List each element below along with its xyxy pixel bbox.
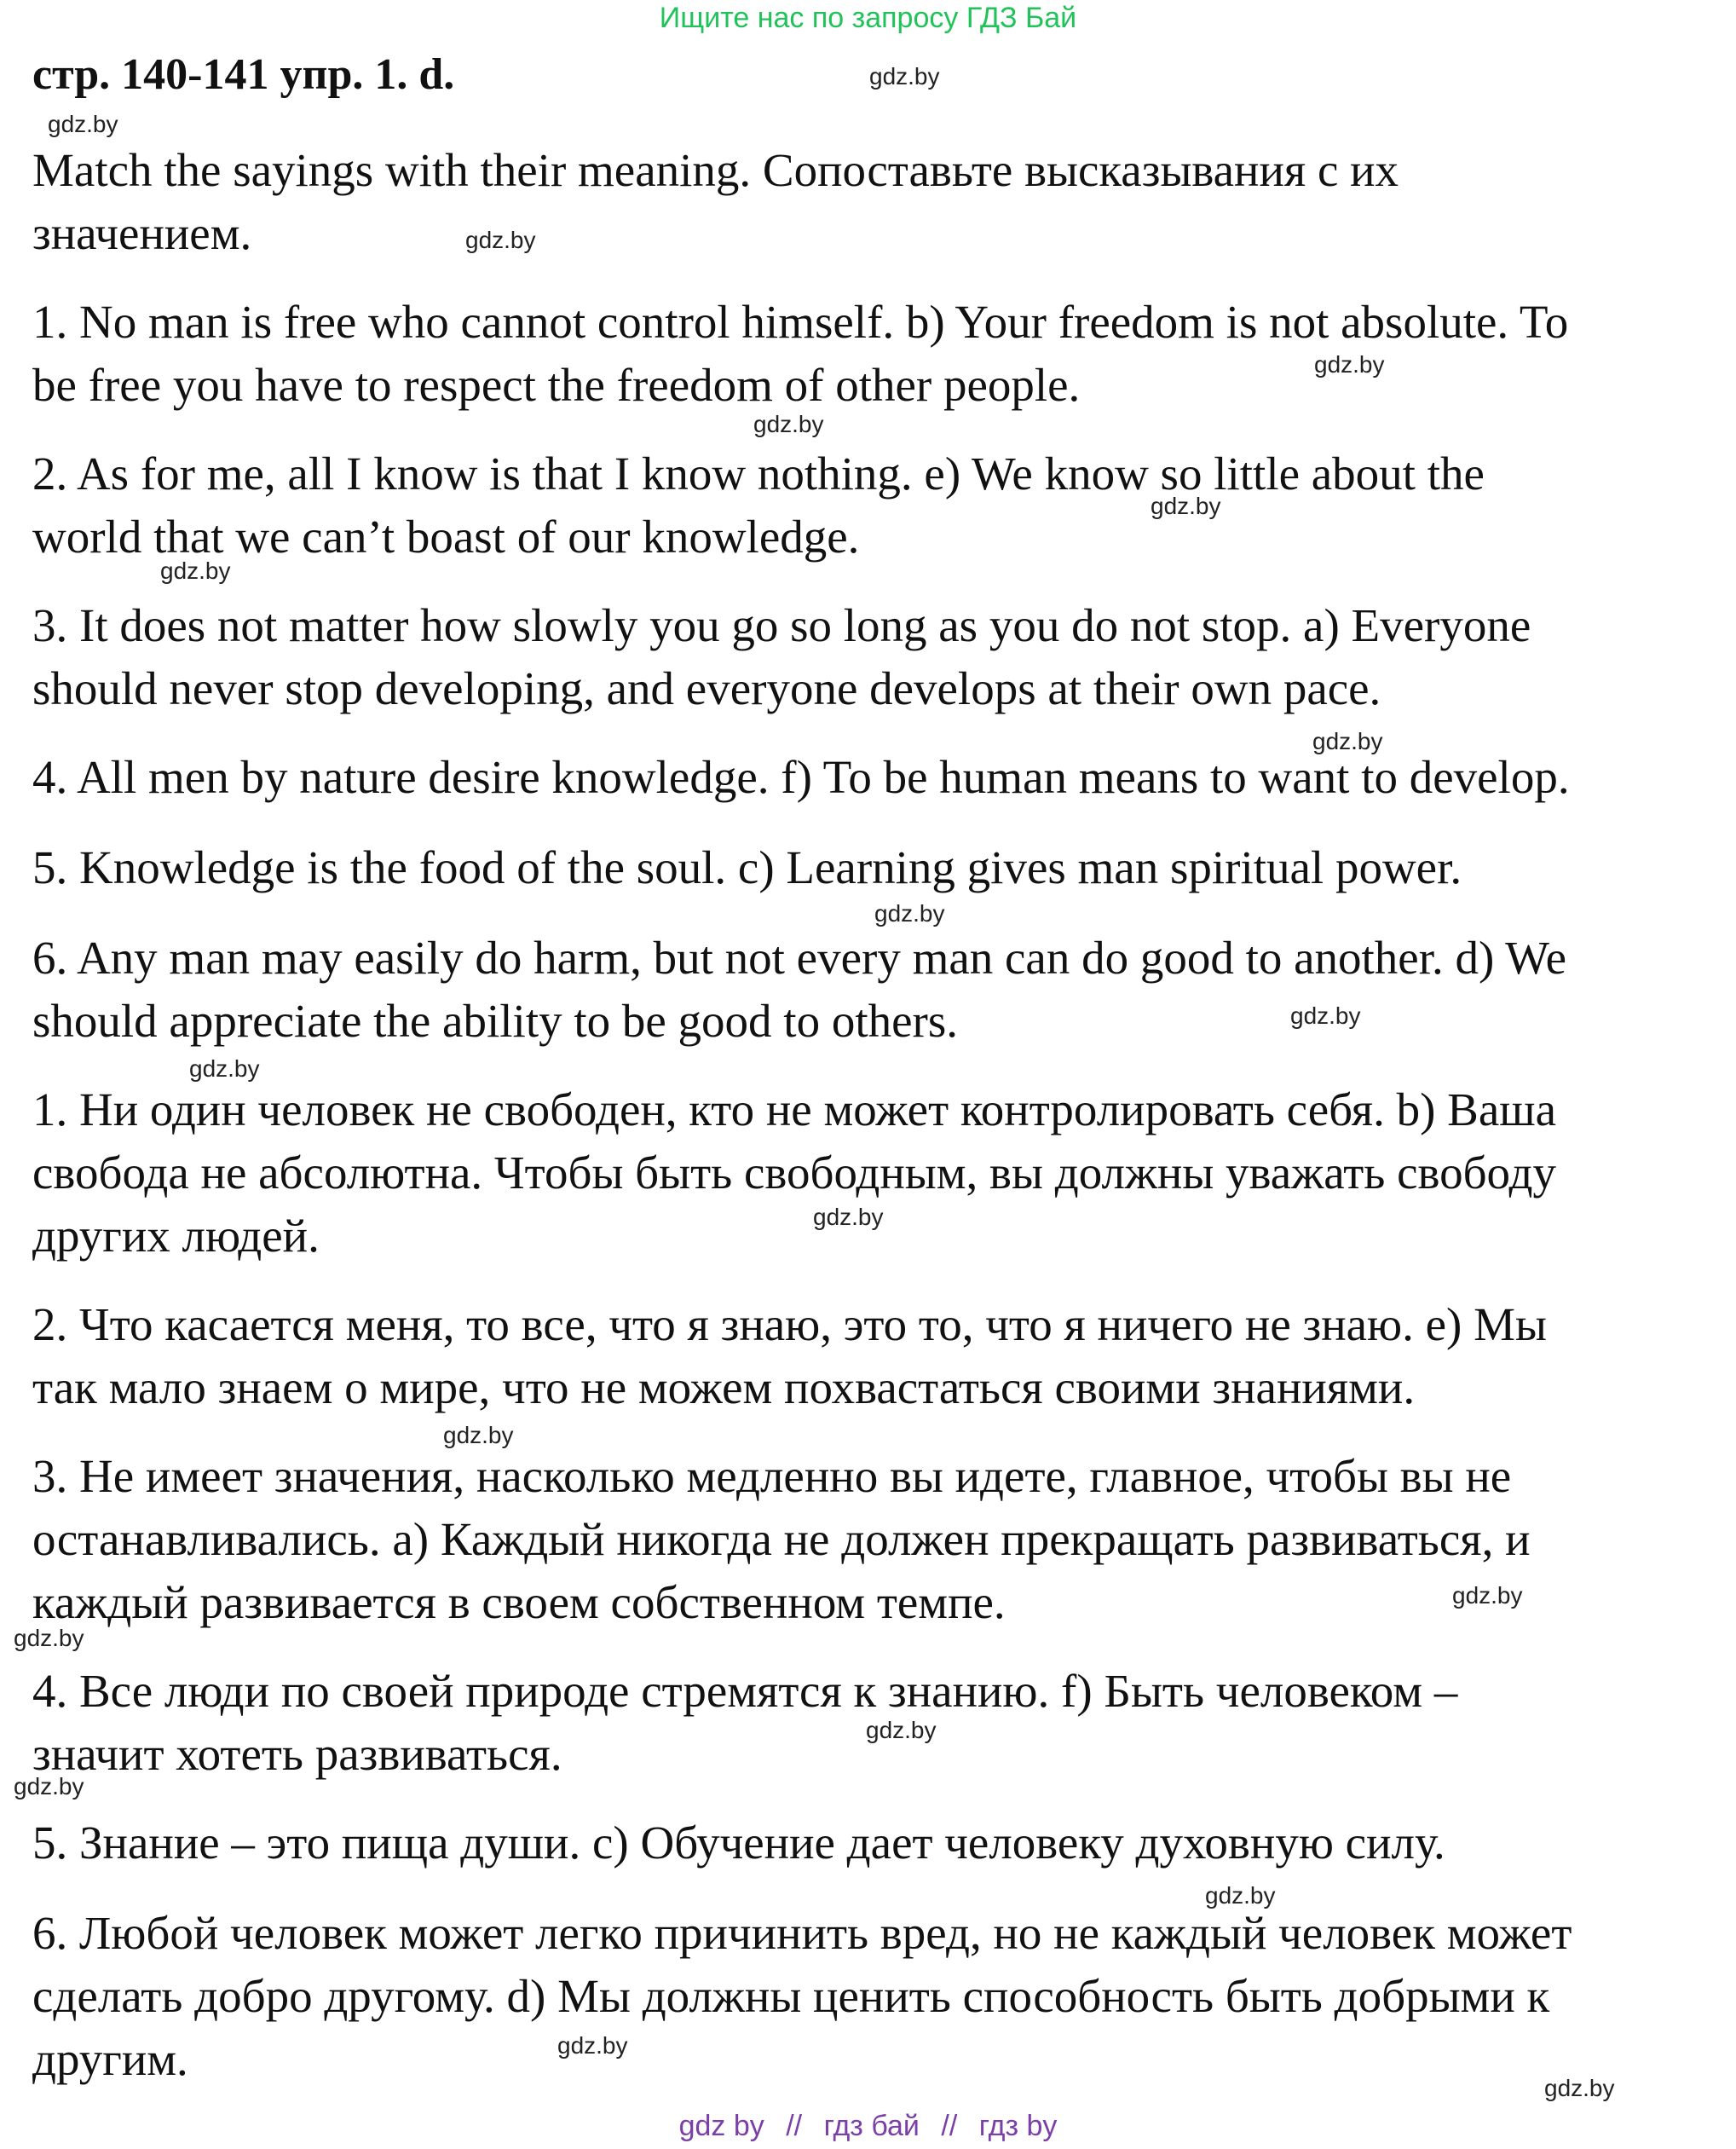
text-line: сделать добро другому. d) Мы должны ценить способность быть добрыми к — [32, 1970, 1550, 2022]
watermark: gdz.by — [869, 63, 940, 90]
text-line: 5. Знание – это пища души. c) Обучение дает человеку духовную силу. — [32, 1817, 1445, 1869]
text-line: be free you have to respect the freedom of other people. — [32, 359, 1081, 411]
text-line: should never stop developing, and everyone develops at their own pace. — [32, 662, 1381, 714]
text-line: Match the sayings with their meaning. Сопоставьте высказывания с их — [32, 144, 1399, 196]
watermark: gdz.by — [1314, 351, 1385, 378]
text-line: world that we can’t boast of our knowledge. — [32, 511, 860, 563]
footer-separator: // — [786, 2110, 803, 2142]
text-line: других людей. — [32, 1210, 320, 1262]
text-line: 2. Что касается меня, то все, что я знаю, это то, что я ничего не знаю. e) Мы — [32, 1298, 1547, 1350]
watermark: gdz.by — [14, 1773, 84, 1799]
text-line: 6. Any man may easily do harm, but not every man can do good to another. d) We — [32, 932, 1566, 984]
text-line: 4. Все люди по своей природе стремятся к знанию. f) Быть человеком – — [32, 1665, 1458, 1717]
footer-link[interactable]: гдз by — [978, 2110, 1058, 2142]
watermark: gdz.by — [1312, 728, 1383, 754]
text-line: так мало знаем о мире, что не можем похвастаться своими знаниями. — [32, 1361, 1416, 1413]
watermark: gdz.by — [874, 900, 945, 927]
watermark: gdz.by — [866, 1717, 937, 1743]
watermark: gdz.by — [753, 411, 824, 437]
watermark: gdz.by — [443, 1422, 514, 1448]
text-line: 1. Ни один человек не свободен, кто не может контролировать себя. b) Ваша — [32, 1083, 1557, 1135]
watermark: gdz.by — [1205, 1882, 1276, 1909]
watermark: gdz.by — [48, 111, 118, 137]
text-line: 3. It does not matter how slowly you go so long as you do not stop. a) Everyone — [32, 599, 1531, 651]
footer-link[interactable]: gdz by — [678, 2110, 764, 2142]
watermark: gdz.by — [813, 1204, 884, 1230]
watermark: gdz.by — [1290, 1002, 1361, 1029]
footer-links — [0, 2110, 1736, 2143]
watermark: gdz.by — [1151, 493, 1221, 519]
watermark: gdz.by — [14, 1625, 84, 1651]
text-line: значением. — [32, 207, 252, 259]
footer-link[interactable]: гдз бай — [823, 2110, 920, 2142]
text-line: другим. — [32, 2033, 188, 2085]
watermark: gdz.by — [1544, 2075, 1615, 2101]
text-line: 1. No man is free who cannot control himself. b) Your freedom is not absolute. To — [32, 296, 1569, 348]
watermark: gdz.by — [557, 2032, 628, 2059]
text-line: значит хотеть развиваться. — [32, 1728, 562, 1780]
watermark: gdz.by — [1452, 1582, 1523, 1609]
watermark: gdz.by — [465, 227, 536, 253]
text-line: 4. All men by nature desire knowledge. f) To be human means to want to develop. — [32, 751, 1570, 803]
text-line: 3. Не имеет значения, насколько медленно вы идете, главное, чтобы вы не — [32, 1450, 1512, 1502]
watermark: gdz.by — [189, 1055, 260, 1082]
search-hint-banner: Ищите нас по запросу ГДЗ Бай — [659, 2, 1077, 34]
text-line: каждый развивается в своем собственном темпе. — [32, 1576, 1006, 1628]
text-line: 6. Любой человек может легко причинить вред, но не каждый человек может — [32, 1907, 1572, 1959]
page-title: стр. 140-141 упр. 1. d. — [32, 50, 455, 99]
text-line: 2. As for me, all I know is that I know nothing. e) We know so little about the — [32, 448, 1485, 500]
watermark: gdz.by — [160, 557, 231, 584]
footer-separator: // — [941, 2110, 958, 2142]
text-line: should appreciate the ability to be good to others. — [32, 995, 958, 1047]
text-line: останавливались. a) Каждый никогда не должен прекращать развиваться, и — [32, 1513, 1531, 1565]
text-line: 5. Knowledge is the food of the soul. c) Learning gives man spiritual power. — [32, 841, 1462, 893]
text-line: свобода не абсолютна. Чтобы быть свободным, вы должны уважать свободу — [32, 1147, 1556, 1199]
